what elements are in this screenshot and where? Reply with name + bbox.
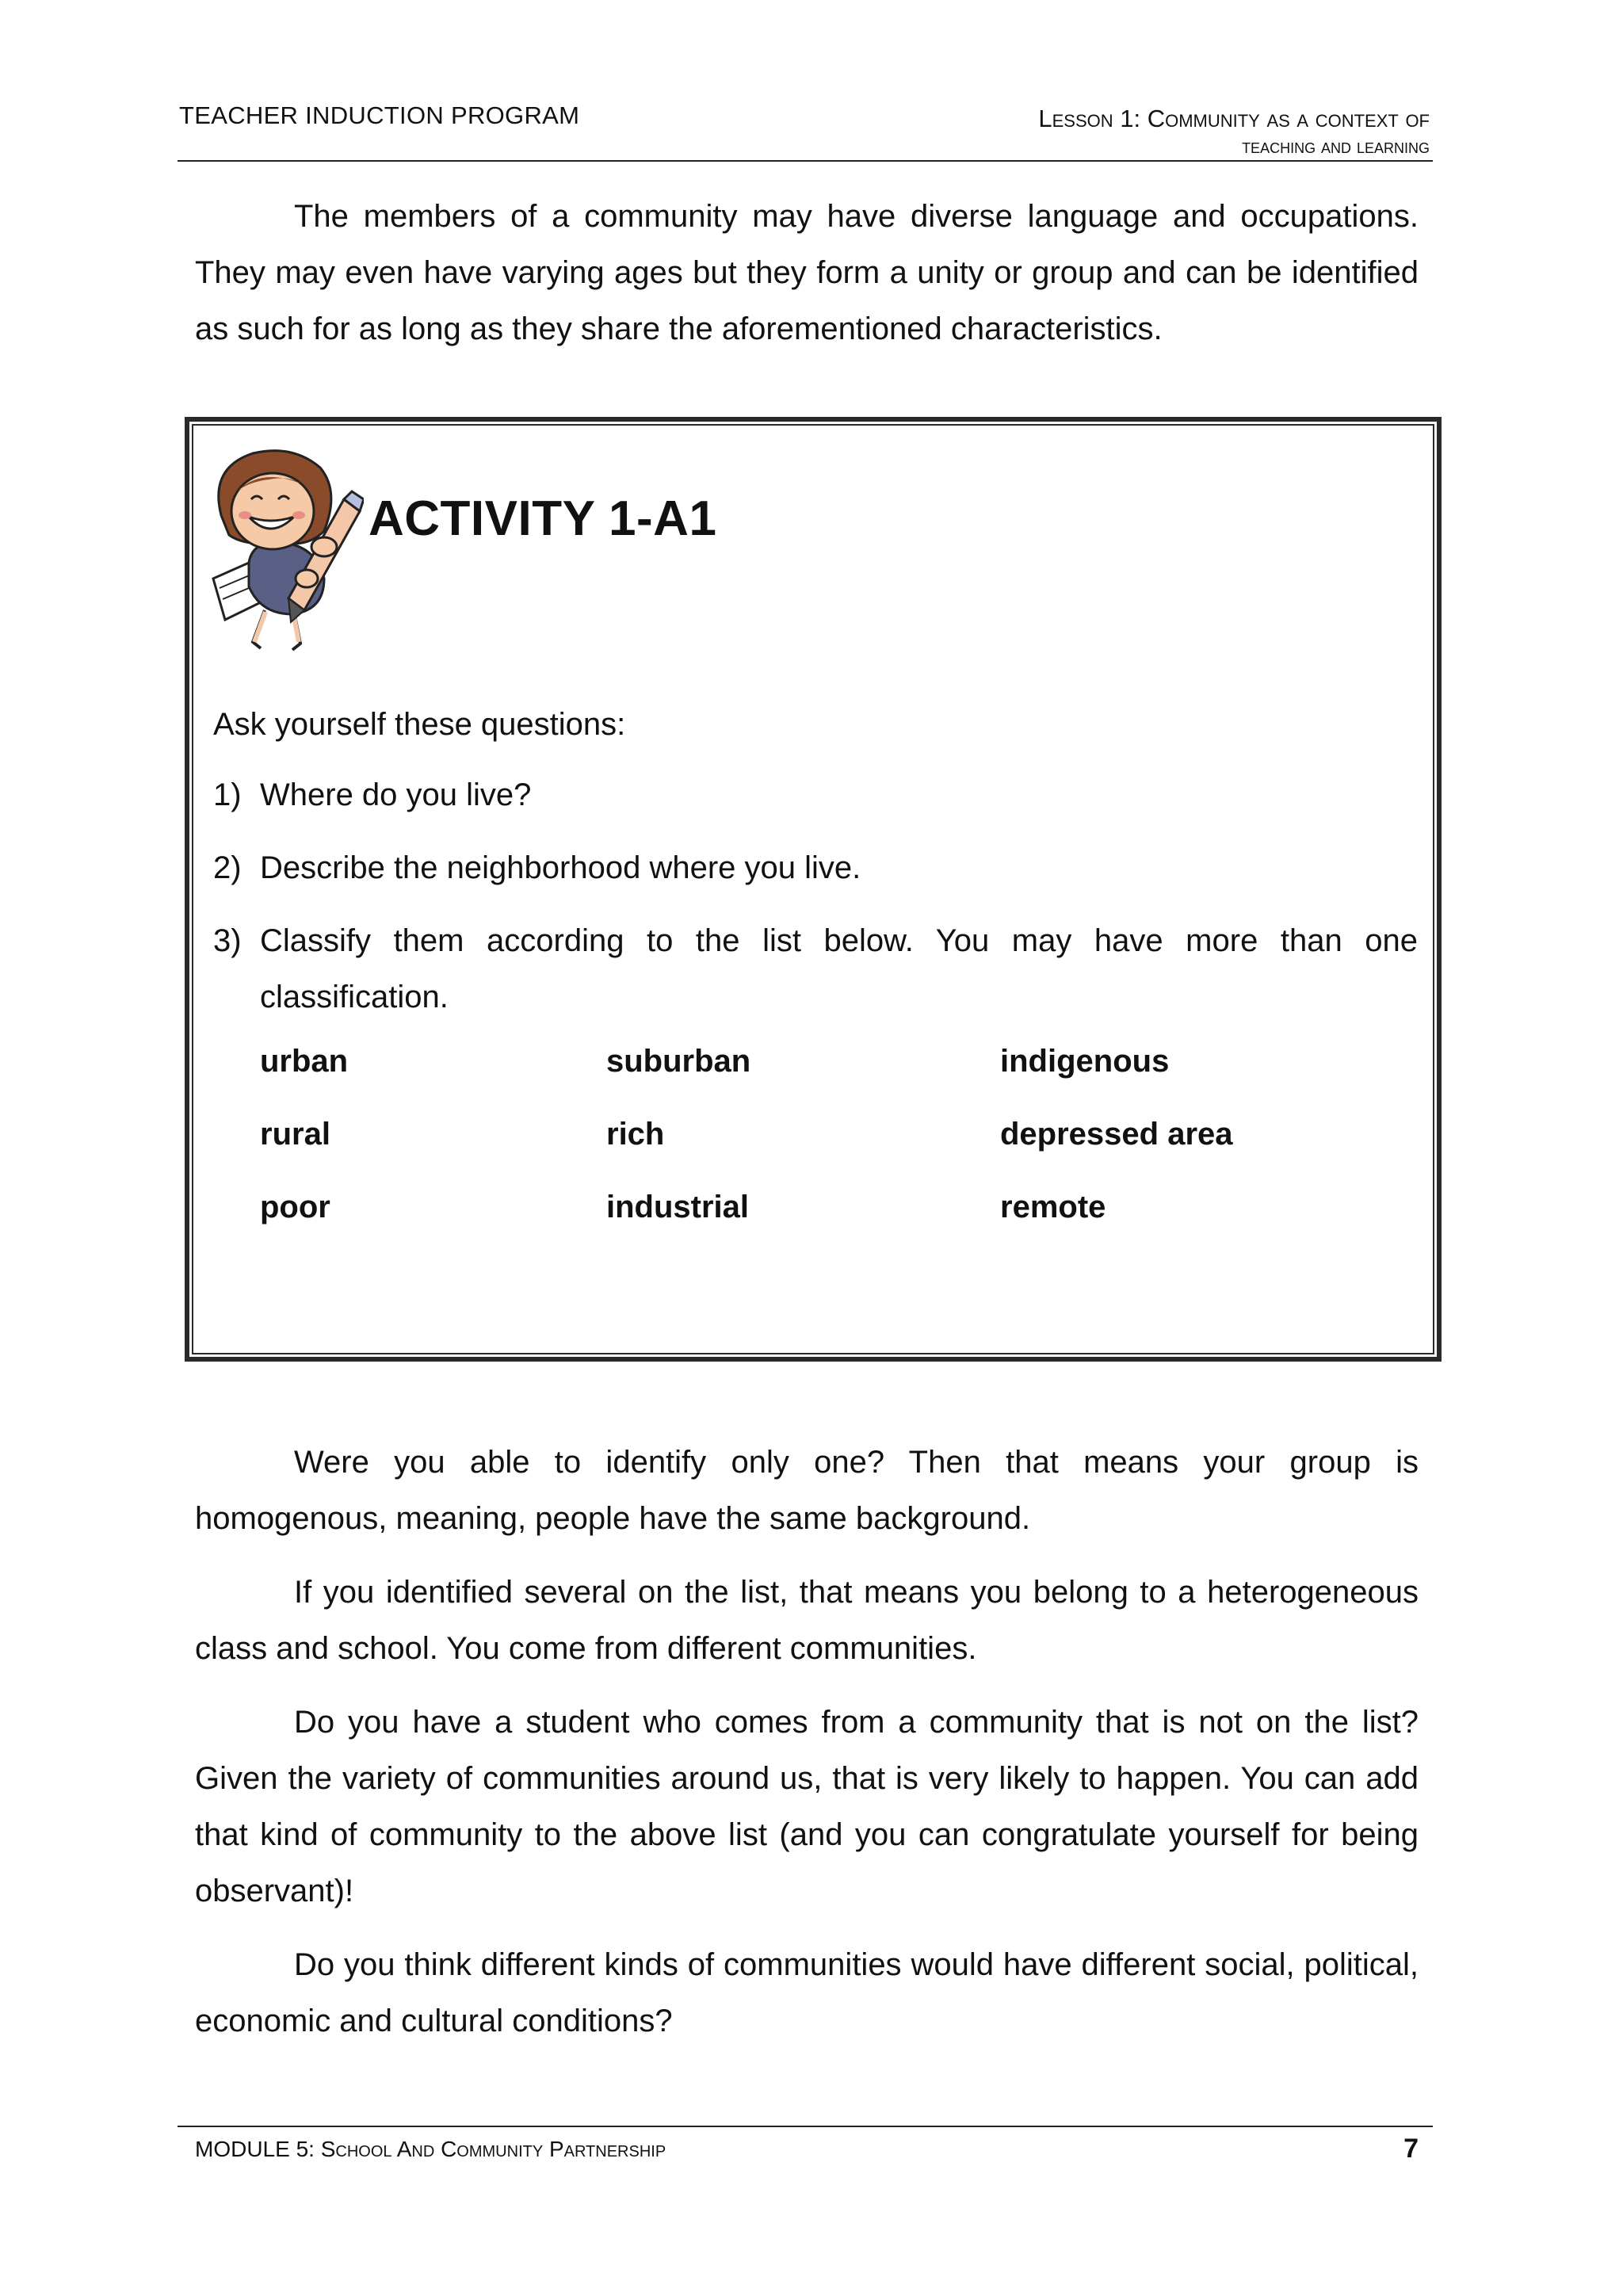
page-header bbox=[178, 94, 1433, 162]
program-title: TEACHER INDUCTION PROGRAM bbox=[179, 101, 580, 129]
module-title: MODULE 5: School And Community Partnership bbox=[195, 2137, 666, 2161]
classification-suburban: suburban bbox=[606, 1044, 751, 1079]
classification-industrial: industrial bbox=[606, 1190, 750, 1224]
paragraph-text: Were you able to identify only one? Then that means your group is homogenous, meaning, people have the same background. bbox=[195, 1445, 1419, 1536]
teacher-mascot-icon bbox=[205, 444, 364, 658]
classification-poor: poor bbox=[260, 1190, 330, 1224]
paragraph bbox=[195, 1694, 1419, 1920]
paragraph-text: If you identified several on the list, that means you belong to a heterogeneous class and school. You come from different communities. bbox=[195, 1575, 1419, 1666]
question-number: 3) bbox=[213, 923, 242, 958]
classification-remote: remote bbox=[1000, 1190, 1106, 1224]
activity-box bbox=[185, 417, 1442, 1362]
activity-title: ACTIVITY 1-A1 bbox=[369, 491, 717, 546]
question-text: Classify them according to the list below. You may have more than one classification. bbox=[260, 923, 1418, 1014]
lesson-title-line2: teaching and learning bbox=[1242, 136, 1430, 158]
classification-rich: rich bbox=[606, 1117, 665, 1152]
paragraph-text: Do you think different kinds of communities would have different social, political, economic and cultural conditions? bbox=[195, 1947, 1419, 2038]
question-text: Where do you live? bbox=[260, 777, 532, 812]
intro-paragraph bbox=[195, 189, 1419, 357]
classification-rural: rural bbox=[260, 1117, 330, 1152]
classification-urban: urban bbox=[260, 1044, 349, 1079]
classification-indigenous: indigenous bbox=[1000, 1044, 1170, 1079]
lesson-title-line1: Lesson 1: Community as a context of bbox=[1038, 105, 1430, 132]
intro-paragraph-text: The members of a community may have diverse language and occupations. They may even have varying ages but they form a unity or group and can be identified as such for as long as they share the aforementioned characteristics. bbox=[195, 199, 1419, 346]
question-text: Describe the neighborhood where you live. bbox=[260, 850, 861, 885]
question-number: 1) bbox=[213, 777, 242, 812]
paragraph bbox=[195, 1937, 1419, 2050]
question-number: 2) bbox=[213, 850, 242, 885]
activity-prompt: Ask yourself these questions: bbox=[213, 707, 626, 742]
lesson-title bbox=[1038, 103, 1430, 159]
classification-depressed-area: depressed area bbox=[1000, 1117, 1233, 1152]
page-number: 7 bbox=[1403, 2134, 1419, 2164]
page-footer bbox=[178, 2126, 1433, 2167]
paragraph-text: Do you have a student who comes from a community that is not on the list? Given the variety of communities around us, that is very likely to happen. You can add that kind of community to the above list (and you can congratulate yourself for being observant)! bbox=[195, 1705, 1419, 1908]
paragraph bbox=[195, 1564, 1419, 1677]
paragraph bbox=[195, 1435, 1419, 1547]
